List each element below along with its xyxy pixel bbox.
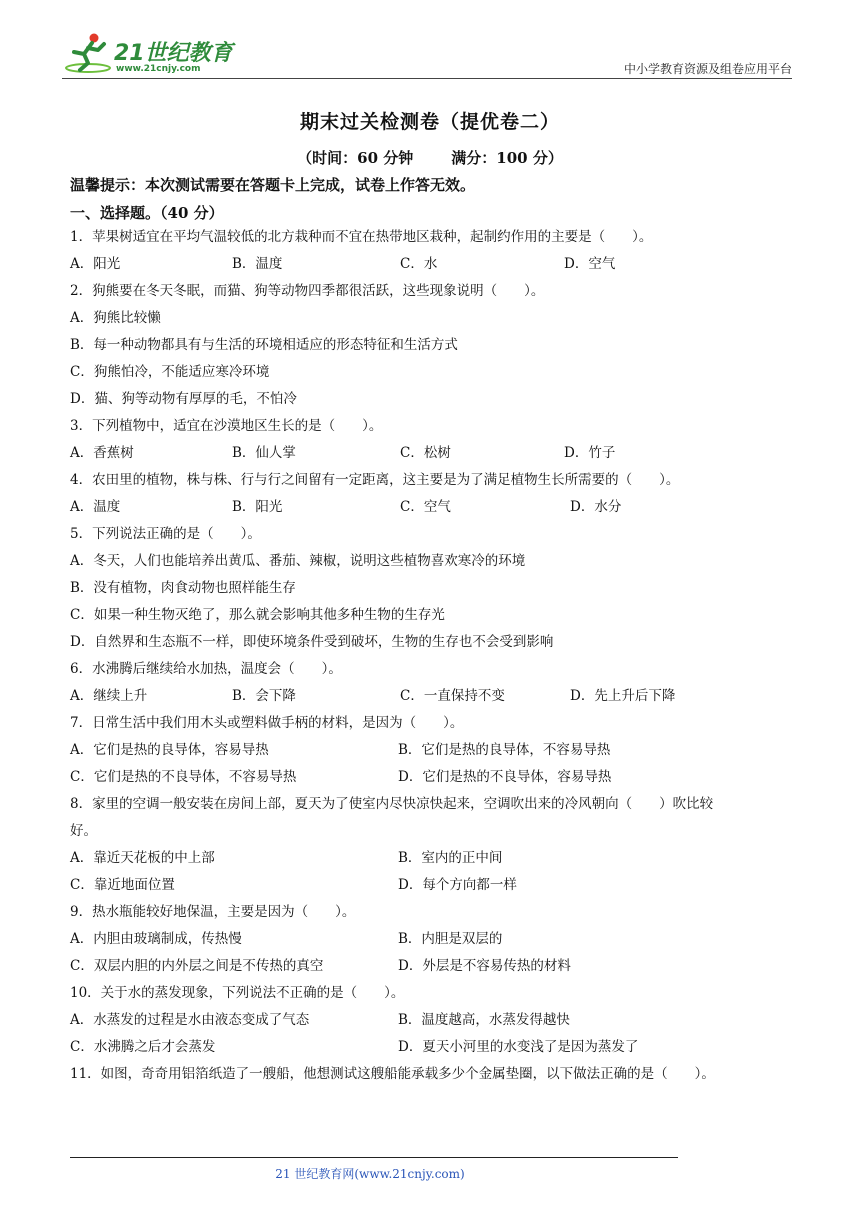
option-b: B．没有植物，肉食动物也照样能生存	[70, 580, 296, 596]
exam-score: 满分：100 分）	[451, 149, 563, 167]
question-stem: 10．关于水的蒸发现象，下列说法不正确的是（ ）。	[70, 985, 405, 1001]
option-c: C．水	[400, 256, 438, 272]
option-c: C．狗熊怕冷，不能适应寒冷环境	[70, 364, 270, 380]
option-d: D．竹子	[564, 445, 616, 461]
option-a: A．狗熊比较懒	[70, 310, 161, 326]
option-b: B．每一种动物都具有与生活的环境相适应的形态特征和生活方式	[70, 337, 458, 353]
site-logo[interactable]	[62, 30, 233, 78]
option-c: C．一直保持不变	[400, 688, 505, 704]
option-d: D．外层是不容易传热的材料	[398, 958, 571, 974]
option-b: B．阳光	[232, 499, 283, 515]
exam-subtitle	[0, 147, 860, 168]
option-a: A．它们是热的良导体，容易导热	[70, 742, 269, 758]
question-stem: 1．苹果树适宜在平均气温较低的北方栽种而不宜在热带地区栽种，起制约作用的主要是（ ）。	[70, 229, 653, 245]
question-stem: 7．日常生活中我们用木头或塑料做手柄的材料，是因为（ ）。	[70, 715, 464, 731]
question-stem: 9．热水瓶能较好地保温，主要是因为（ ）。	[70, 904, 356, 920]
option-b: B．内胆是双层的	[398, 931, 503, 947]
option-d: D．水分	[570, 499, 622, 515]
exam-time: （时间：60 分钟	[297, 149, 414, 167]
option-c: C．双层内胆的内外层之间是不传热的真空	[70, 958, 324, 974]
option-b: B．它们是热的良导体，不容易导热	[398, 742, 611, 758]
option-c: C．靠近地面位置	[70, 877, 175, 893]
option-c: C．空气	[400, 499, 451, 515]
option-a: A．香蕉树	[70, 445, 134, 461]
option-a: A．阳光	[70, 256, 121, 272]
question-stem: 8．家里的空调一般安装在房间上部，夏天为了使室内尽快凉快起来，空调吹出来的冷风朝向（ ）吹比较	[70, 796, 714, 812]
option-b: B．会下降	[232, 688, 296, 704]
option-b: B．温度	[232, 256, 283, 272]
logo-url-text: www.21cnjy.com	[116, 64, 201, 74]
option-b: B．温度越高，水蒸发得越快	[398, 1012, 570, 1028]
question-stem: 2．狗熊要在冬天冬眠，而猫、狗等动物四季都很活跃，这些现象说明（ ）。	[70, 283, 545, 299]
option-a: A．温度	[70, 499, 121, 515]
option-a: A．水蒸发的过程是水由液态变成了气态	[70, 1012, 310, 1028]
option-c: C．如果一种生物灭绝了，那么就会影响其他多种生物的生存光	[70, 607, 445, 623]
question-stem: 11．如图，奇奇用铝箔纸造了一艘船，他想测试这艘船能承载多少个金属垫圈，以下做法正确的是（ ）。	[70, 1066, 715, 1082]
question-stem: 3．下列植物中，适宜在沙漠地区生长的是（ ）。	[70, 418, 383, 434]
option-a: A．靠近天花板的中上部	[70, 850, 215, 866]
running-figure-logo-icon	[62, 30, 112, 76]
option-c: C．松树	[400, 445, 451, 461]
option-d: D．先上升后下降	[570, 688, 676, 704]
option-a: A．内胆由玻璃制成，传热慢	[70, 931, 242, 947]
question-stem: 6．水沸腾后继续给水加热，温度会（ ）。	[70, 661, 342, 677]
option-d: D．自然界和生态瓶不一样，即使环境条件受到破坏，生物的生存也不会受到影响	[70, 634, 554, 650]
option-c: C．水沸腾之后才会蒸发	[70, 1039, 216, 1055]
exam-title: 期末过关检测卷（提优卷二）	[299, 111, 560, 133]
question-stem: 5．下列说法正确的是（ ）。	[70, 526, 261, 542]
logo-brand-text: 21世纪教育	[114, 41, 233, 66]
option-d: D．空气	[564, 256, 616, 272]
question-stem-continued: 好。	[70, 823, 97, 839]
header-divider	[62, 78, 792, 79]
section-heading: 一、选择题。（40 分）	[70, 204, 224, 222]
question-stem: 4．农田里的植物，株与株、行与行之间留有一定距离，这主要是为了满足植物生长所需要的（ ）。	[70, 472, 680, 488]
option-c: C．它们是热的不良导体，不容易导热	[70, 769, 297, 785]
option-d: D．每个方向都一样	[398, 877, 517, 893]
exam-tip: 温馨提示：本次测试需要在答题卡上完成，试卷上作答无效。	[70, 176, 476, 194]
option-a: A．冬天，人们也能培养出黄瓜、番茄、辣椒，说明这些植物喜欢寒冷的环境	[70, 553, 526, 569]
option-d: D．它们是热的不良导体，容易导热	[398, 769, 612, 785]
footer-link[interactable]: 21 世纪教育网(www.21cnjy.com)	[275, 1167, 465, 1181]
option-b: B．室内的正中间	[398, 850, 503, 866]
option-a: A．继续上升	[70, 688, 148, 704]
page-header	[62, 30, 792, 78]
option-b: B．仙人掌	[232, 445, 296, 461]
option-d: D．夏天小河里的水变浅了是因为蒸发了	[398, 1039, 639, 1055]
option-d: D．猫、狗等动物有厚厚的毛，不怕冷	[70, 391, 297, 407]
header-tagline: 中小学教育资源及组卷应用平台	[623, 62, 792, 76]
footer-divider	[70, 1157, 678, 1158]
